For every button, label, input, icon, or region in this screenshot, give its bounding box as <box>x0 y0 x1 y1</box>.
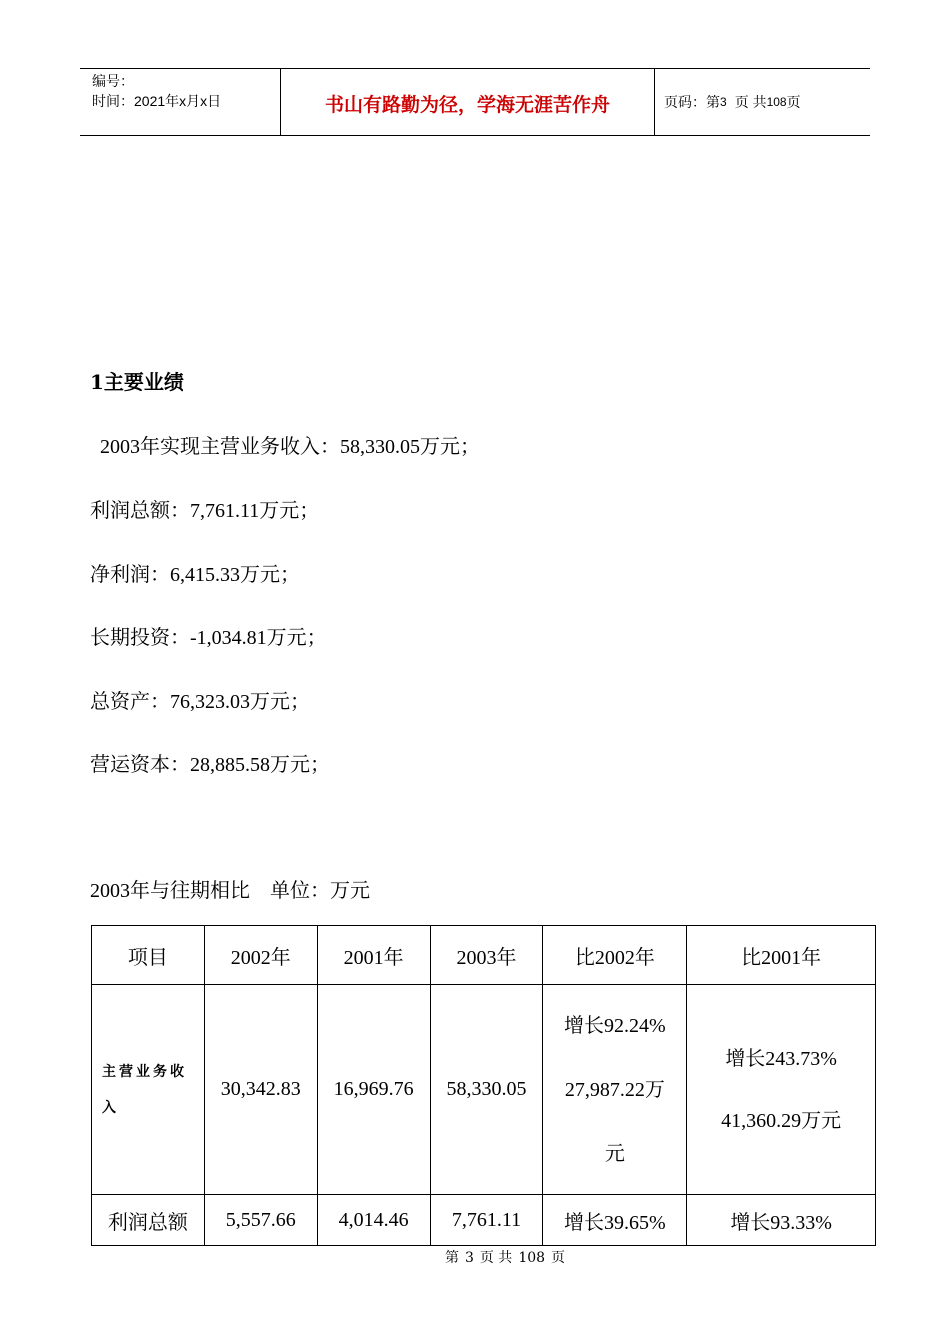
row-label-revenue: 主营业务收入 <box>92 985 205 1195</box>
cell-profit-2002: 5,557.66 <box>204 1195 317 1246</box>
comparison-table <box>91 925 876 1246</box>
header-page-info <box>655 69 870 135</box>
cell-revenue-2002: 30,342.83 <box>204 985 317 1195</box>
cell-revenue-vs-2001 <box>687 985 876 1195</box>
page-of: 页 共 <box>734 94 767 110</box>
cell-revenue-2003: 58,330.05 <box>430 985 543 1195</box>
header-cell-2001: 2001年 <box>317 926 430 985</box>
page-suffix: 页 <box>786 94 801 110</box>
footer-current: 3 <box>464 1250 474 1266</box>
header-cell-2003: 2003年 <box>430 926 543 985</box>
cell-revenue-vs-2002 <box>543 985 687 1195</box>
page-current: 3 <box>720 95 727 109</box>
cell-profit-vs-2002: 增长39.65% <box>543 1195 687 1246</box>
table-row <box>92 1195 876 1246</box>
summary-net-profit: 净利润：6,415.33万元； <box>90 564 300 586</box>
header-cell-2002: 2002年 <box>204 926 317 985</box>
cell-profit-2003: 7,761.11 <box>430 1195 543 1246</box>
header-cell-vs-2002: 比2002年 <box>543 926 687 985</box>
summary-working-capital: 营运资本：28,885.58万元； <box>90 754 330 776</box>
footer-mid: 页 共 <box>479 1250 513 1266</box>
revenue-vs-2002-growth: 增长92.24% <box>564 1014 666 1037</box>
time-label: 时间：2021年x月x日 <box>92 93 222 109</box>
summary-total-profit: 利润总额：7,761.11万元； <box>90 500 320 522</box>
revenue-vs-2002-unit: 元 <box>604 1142 625 1165</box>
number-label: 编号： <box>92 73 134 89</box>
header-meta <box>80 69 281 135</box>
section-title: 1主要业绩 <box>90 370 184 394</box>
summary-revenue: 2003年实现主营业务收入：58,330.05万元； <box>90 436 480 458</box>
page-label: 页码：第 <box>664 94 720 110</box>
footer-total: 108 <box>518 1250 546 1266</box>
page-footer <box>0 1247 950 1267</box>
header-cell-item: 项目 <box>92 926 205 985</box>
table-caption: 2003年与往期相比 单位：万元 <box>90 880 370 902</box>
summary-long-term-investment: 长期投资：-1,034.81万元； <box>90 627 327 649</box>
footer-suffix: 页 <box>551 1250 566 1266</box>
footer-prefix: 第 <box>444 1250 459 1266</box>
page-header <box>80 68 870 136</box>
page-total: 108 <box>766 95 787 109</box>
cell-profit-2001: 4,014.46 <box>317 1195 430 1246</box>
cell-profit-vs-2001: 增长93.33% <box>687 1195 876 1246</box>
revenue-vs-2001-growth: 增长243.73% <box>725 1047 837 1070</box>
row-label-profit: 利润总额 <box>92 1195 205 1246</box>
table-row <box>92 985 876 1195</box>
revenue-vs-2002-amount: 27,987.22万 <box>564 1078 665 1101</box>
header-motto: 书山有路勤为径，学海无涯苦作舟 <box>281 69 655 135</box>
header-cell-vs-2001: 比2001年 <box>687 926 876 985</box>
table-header-row <box>92 926 876 985</box>
revenue-vs-2001-amount: 41,360.29万元 <box>721 1109 842 1132</box>
summary-total-assets: 总资产：76,323.03万元； <box>90 691 310 713</box>
cell-revenue-2001: 16,969.76 <box>317 985 430 1195</box>
